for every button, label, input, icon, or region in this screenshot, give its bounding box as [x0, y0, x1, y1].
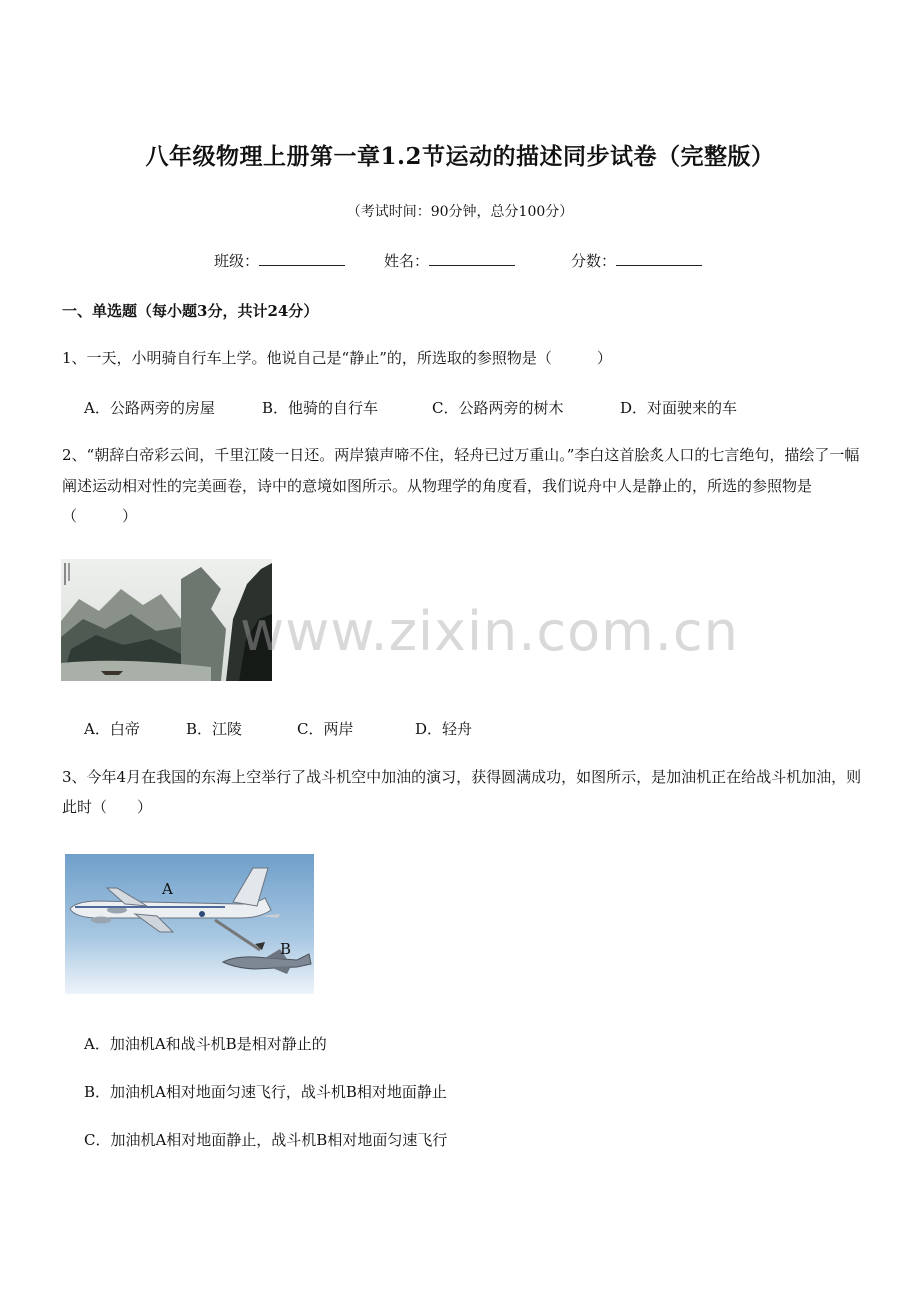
- figure-label-b: B: [280, 940, 292, 958]
- name-field: [384, 250, 515, 271]
- score-field: [571, 250, 702, 271]
- question-2-stem: 2、“朝辞白帝彩云间，千里江陵一日还。两岸猿声啼不住，轻舟已过万重山。”李白这首脍炙人口的七言绝句，描绘了一幅阐述运动相对性的完美画卷，诗中的意境如图所示。从物理学的角度看，我们说舟中人是静止的，所选的参照物是（ ）: [62, 446, 860, 525]
- q1-option-b[interactable]: B．他骑的自行车: [262, 399, 379, 417]
- score-blank[interactable]: [616, 251, 702, 266]
- name-blank[interactable]: [429, 251, 515, 266]
- q2-option-d[interactable]: D．轻舟: [415, 720, 473, 738]
- q2-option-c[interactable]: C．两岸: [297, 720, 354, 738]
- q1-option-c[interactable]: C．公路两旁的树木: [432, 399, 564, 417]
- q3-option-a[interactable]: A．加油机A和战斗机B是相对静止的: [84, 1035, 327, 1053]
- q1-option-d[interactable]: D．对面驶来的车: [620, 399, 738, 417]
- name-label: 姓名：: [384, 252, 430, 270]
- q3-option-c[interactable]: C．加油机A相对地面静止，战斗机B相对地面匀速飞行: [84, 1131, 448, 1149]
- class-label: 班级：: [214, 252, 260, 270]
- class-field: [214, 250, 345, 271]
- q2-option-b[interactable]: B．江陵: [186, 720, 243, 738]
- q1-option-a[interactable]: A．公路两旁的房屋: [84, 399, 215, 417]
- refueling-aircraft-image: [65, 854, 314, 994]
- q2-option-a[interactable]: A．白帝: [84, 720, 140, 738]
- question-3-stem: 3、今年4月在我国的东海上空举行了战斗机空中加油的演习，获得圆满成功，如图所示，是加油机正在给战斗机加油，则此时（ ）: [62, 768, 862, 816]
- watermark-text: www.zixin.com.cn: [240, 600, 739, 663]
- exam-subtitle: （考试时间：90分钟，总分100分）: [346, 204, 574, 220]
- q3-option-b[interactable]: B．加油机A相对地面匀速飞行，战斗机B相对地面静止: [84, 1083, 447, 1101]
- section-heading: 一、单选题（每小题3分，共计24分）: [62, 302, 319, 320]
- class-blank[interactable]: [259, 251, 345, 266]
- figure-label-a: A: [162, 880, 173, 898]
- score-label: 分数：: [571, 252, 617, 270]
- exam-title: 八年级物理上册第一章1.2节运动的描述同步试卷（完整版）: [145, 143, 775, 170]
- question-1-stem: 1、一天，小明骑自行车上学。他说自己是“静止”的，所选取的参照物是（ ）: [62, 349, 612, 367]
